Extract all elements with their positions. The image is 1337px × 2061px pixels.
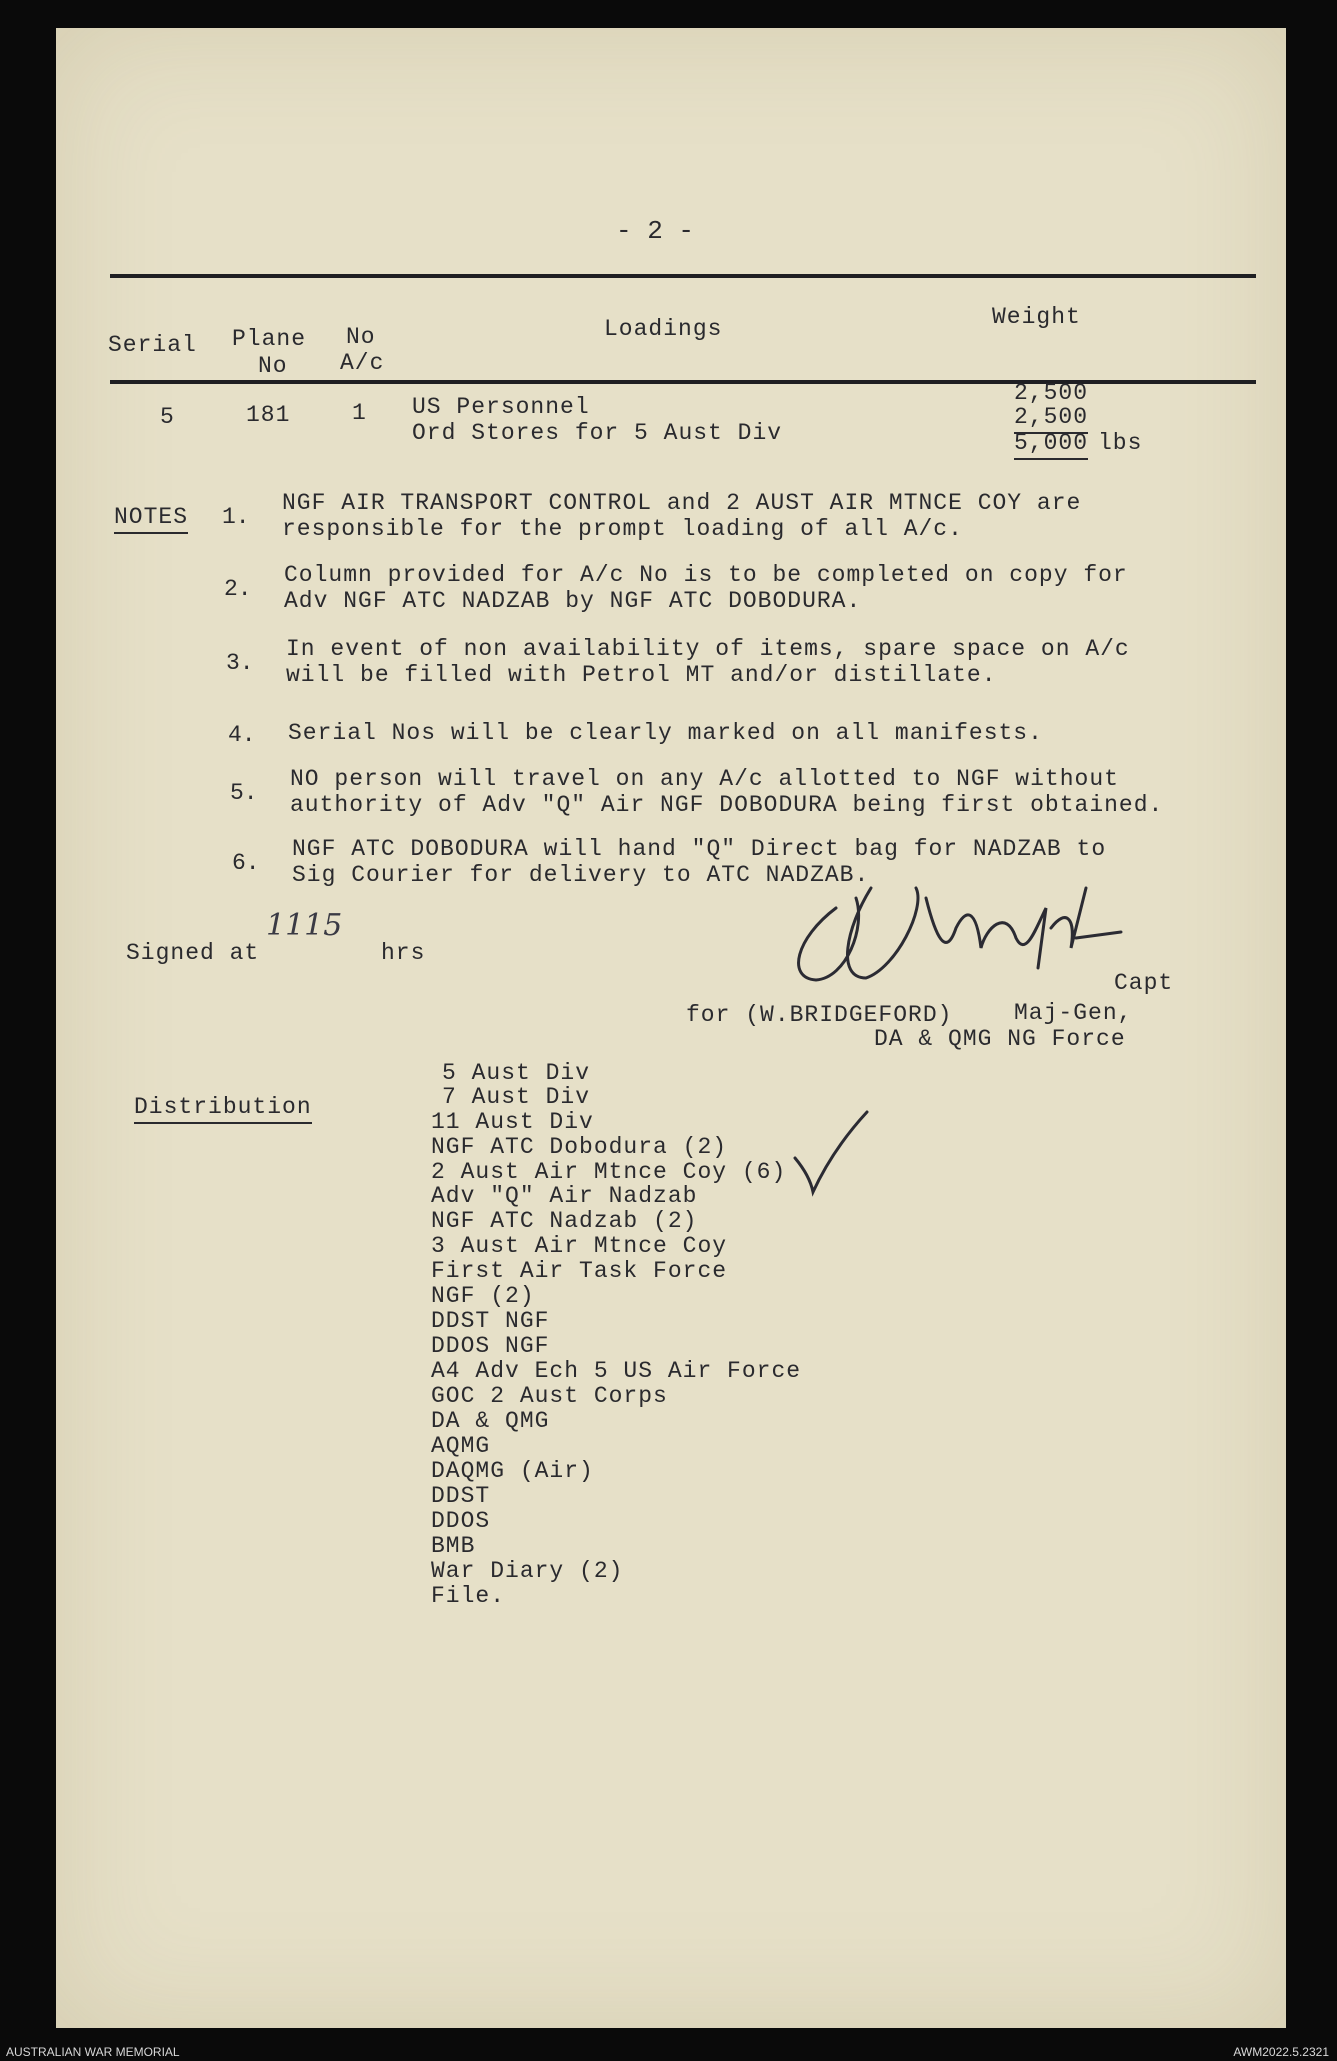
note-line: NGF AIR TRANSPORT CONTROL and 2 AUST AIR MTNCE COY are — [282, 490, 1082, 516]
header-serial: Serial — [108, 332, 197, 358]
row-loading-2: Ord Stores for 5 Aust Div — [412, 420, 783, 446]
distribution-label: Distribution — [134, 1094, 312, 1124]
distribution-item: DAQMG (Air) — [431, 1458, 594, 1484]
signatory-role: DA & QMG NG Force — [874, 1026, 1126, 1052]
header-no-ac-line2: A/c — [340, 350, 385, 376]
note-number: 2. — [224, 576, 252, 602]
row-weight-total: 5,000 — [1014, 430, 1088, 460]
distribution-item: File. — [431, 1583, 506, 1609]
note-number: 1. — [222, 504, 250, 530]
row-weight-2: 2,500 — [1014, 404, 1088, 434]
signatory-rank: Maj-Gen, — [1014, 1000, 1133, 1026]
distribution-item: NGF ATC Dobodura (2) — [431, 1134, 728, 1160]
note-line: In event of non availability of items, spare space on A/c — [286, 636, 1130, 662]
distribution-item: 2 Aust Air Mtnce Coy (6) — [431, 1159, 787, 1185]
distribution-item: GOC 2 Aust Corps — [431, 1383, 668, 1409]
note-line: Serial Nos will be clearly marked on all manifests. — [288, 720, 1043, 746]
distribution-item: DDST — [431, 1483, 491, 1509]
row-weight-1: 2,500 — [1014, 380, 1089, 406]
signatory-for: for (W.BRIDGEFORD) — [686, 1002, 953, 1028]
distribution-item: Adv "Q" Air Nadzab — [431, 1183, 698, 1209]
distribution-item: 7 Aust Div — [442, 1084, 591, 1110]
row-no-ac: 1 — [352, 400, 367, 426]
row-serial: 5 — [160, 404, 175, 430]
note-number: 5. — [230, 780, 258, 806]
note-line: Adv NGF ATC NADZAB by NGF ATC DOBODURA. — [284, 588, 862, 614]
signed-at-label: Signed at — [126, 940, 260, 966]
check-mark-icon — [791, 1108, 871, 1198]
row-weight-unit: lbs — [1098, 430, 1143, 456]
page-number: - 2 - — [616, 216, 695, 246]
archive-reference: AWM2022.5.2321 — [1233, 2045, 1329, 2059]
document-page — [56, 28, 1286, 2028]
distribution-item: 5 Aust Div — [442, 1060, 591, 1086]
notes-label: NOTES — [114, 504, 188, 534]
row-plane-no: 181 — [246, 402, 291, 428]
signatory-capt: Capt — [1114, 970, 1174, 996]
distribution-item: DA & QMG — [431, 1408, 550, 1434]
header-weight: Weight — [992, 304, 1081, 330]
signature-mark — [776, 868, 1136, 998]
note-line: authority of Adv "Q" Air NGF DOBODURA being first obtained. — [290, 792, 1164, 818]
note-line: responsible for the prompt loading of all A/c. — [282, 516, 963, 542]
header-plane-no-line2: No — [258, 353, 288, 379]
handwritten-time: 1115 — [266, 908, 343, 943]
header-loadings: Loadings — [604, 316, 723, 342]
distribution-item: NGF ATC Nadzab (2) — [431, 1208, 698, 1234]
hrs-label: hrs — [381, 940, 426, 966]
distribution-item: DDST NGF — [431, 1308, 550, 1334]
note-number: 6. — [232, 850, 260, 876]
distribution-item: BMB — [431, 1533, 476, 1559]
table-top-rule — [110, 274, 1256, 278]
note-line: Sig Courier for delivery to ATC NADZAB. — [292, 862, 870, 888]
note-line: NO person will travel on any A/c allotted to NGF without — [290, 766, 1119, 792]
row-loading-1: US Personnel — [412, 394, 590, 420]
header-plane-no-line1: Plane — [232, 326, 307, 352]
distribution-item: NGF (2) — [431, 1283, 535, 1309]
distribution-item: 3 Aust Air Mtnce Coy — [431, 1233, 728, 1259]
note-number: 4. — [228, 722, 256, 748]
archive-credit: AUSTRALIAN WAR MEMORIAL — [6, 2045, 180, 2059]
note-line: will be filled with Petrol MT and/or distillate. — [286, 662, 997, 688]
note-line: NGF ATC DOBODURA will hand "Q" Direct bag for NADZAB to — [292, 836, 1107, 862]
distribution-item: DDOS — [431, 1508, 491, 1534]
note-line: Column provided for A/c No is to be completed on copy for — [284, 562, 1128, 588]
note-number: 3. — [226, 650, 254, 676]
distribution-item: A4 Adv Ech 5 US Air Force — [431, 1358, 802, 1384]
distribution-item: First Air Task Force — [431, 1258, 728, 1284]
distribution-item: AQMG — [431, 1433, 491, 1459]
distribution-item: 11 Aust Div — [431, 1109, 594, 1135]
distribution-item: War Diary (2) — [431, 1558, 624, 1584]
header-no-ac-line1: No — [346, 324, 376, 350]
distribution-item: DDOS NGF — [431, 1333, 550, 1359]
